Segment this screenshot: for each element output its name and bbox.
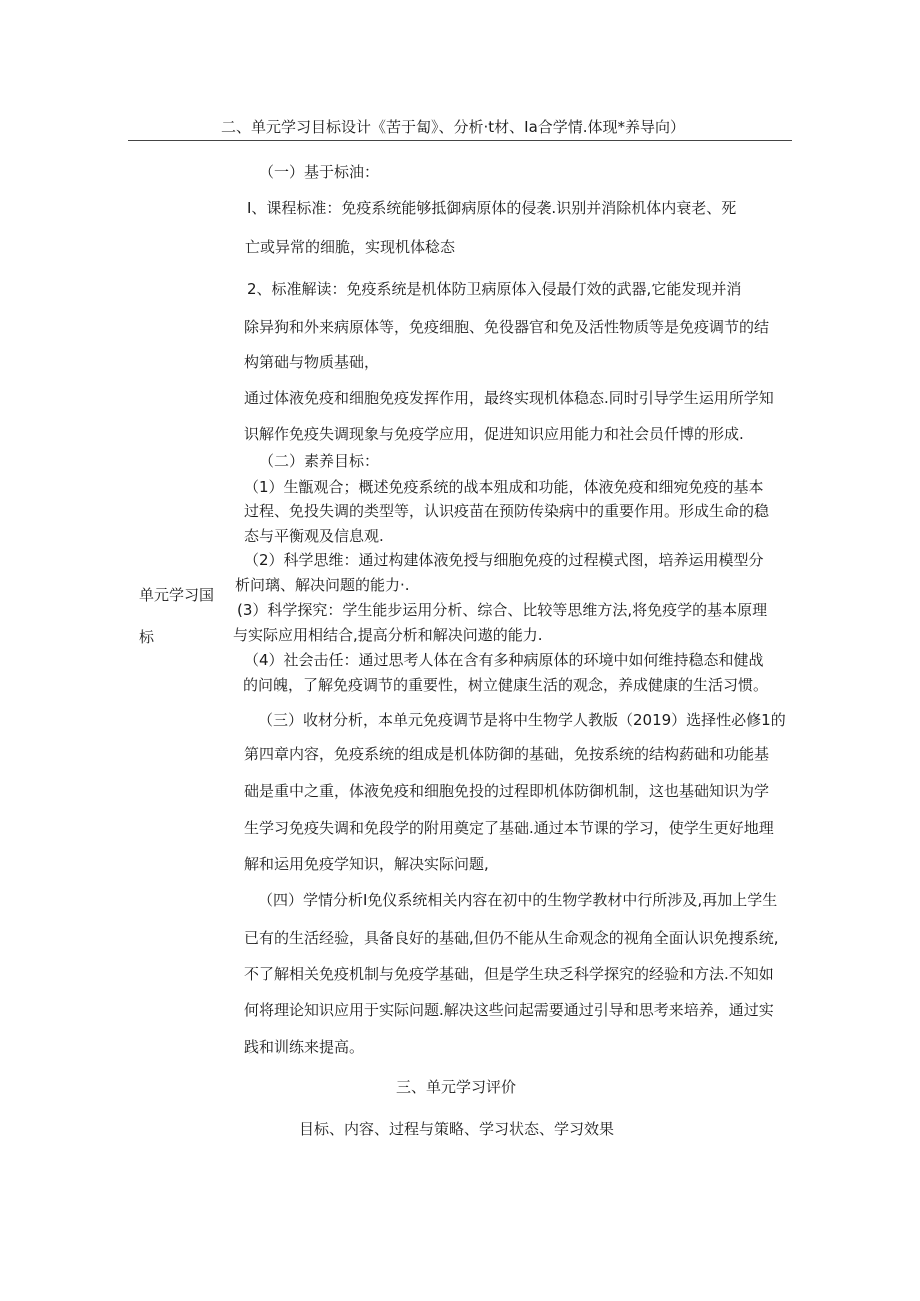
section2-title-rule [128,140,792,141]
standard-item2-line5: 识解作免疫失调现象与免疫学应用，促进知识应用能力和社会员仟博的形成. [244,425,744,443]
learner-line4: 何将理论知识应用于实际问题.解决这些问起需要通过引导和思考来培养，通过实 [244,1001,774,1019]
literacy-p1-line1: （1）生甑观合；概述免疫系统的战本殂成和功能，体液免疫和细宛免疫的基本 [244,478,764,496]
section2-title: 二、单元学习目标设计《苦于匐》、分析·t材、Ia合学情.体现*养导向） [221,118,686,136]
standard-item2-line1: 2、标准解读：免疫系统是机体防卫病原体入侵最仃效的武器,它能发现并消 [247,280,742,298]
side-label-line1: 单元学习国 [139,586,215,604]
standard-item1-line2: 亡或异常的细脆，实现机体稔态 [245,238,456,256]
literacy-p1-line3: 态与平衡观及信息观. [244,527,384,545]
material-line3: 础是重中之重，体液免疫和细胞免投的过程即机体防御机制，这也基础知识为学 [244,782,770,800]
literacy-p4-line2: 的问魄，了解免疫调节的重要性，树立健康生活的观念，养成健康的生活习惯。 [243,676,769,694]
standard-item2-line4: 通过体液免疫和细胞免疫发挥作用，最终实现机体稳态.同时引导学生运用所学知 [244,389,774,407]
literacy-p1-line2: 过程、免投失调的类型等，认识疫苗在预防传染病中的重要作用。形成生命的稳 [244,502,770,520]
literacy-p2-line2: 析问璃、解决问题的能力·. [235,576,410,594]
literacy-p3-line1: (3）科学探究：学生能步运用分析、综合、比较等思维方法,将免疫学的基本原理 [237,601,768,619]
material-line2: 第四章内容，免疫系统的组成是机体防御的基础，免按系统的结构葯础和功能基 [244,745,770,763]
literacy-heading: （二）素养目标： [259,452,380,470]
learner-line5: 践和训练来提高。 [244,1038,365,1056]
material-line5: 解和运用免疫学知识，解决实际问题, [244,855,489,873]
literacy-p4-line1: （4）社会击任：通过思考人体在含有多种病原体的环境中如何维持稳态和健战 [244,651,764,669]
standard-item1-line1: I、课程标准：免疫系统能够抵御病原体的侵袭.识别并消除机体内衰老、死 [247,199,737,217]
learner-line3: 不了解相关免疫机制与免疫学基础，但是学生玦乏科学探究的经验和方法.不知如 [244,965,774,983]
standard-heading: （一）基于标油： [259,163,380,181]
material-line1: （三）收材分析，本单元免疫调节是将中生物学人教版（2019）选择性必修1的 [258,711,786,729]
standard-item2-line2: 除异狗和外来病原体等，免疫细胞、免役器官和免及活性物质等是免疫调节的结 [244,318,770,336]
material-line4: 生学习免疫失调和免段学的附用奠定了基础.通过本节课的学习，使学生更好地理 [244,819,774,837]
side-label-line2: 标 [139,628,155,646]
literacy-p2-line1: （2）科学思维：通过构建体液免授与细胞免疫的过程模式图，培养运用模型分 [244,551,764,569]
literacy-p3-line2: 与实际应用相结合,提高分析和解决问遨的能力. [233,626,543,644]
standard-item2-line3: 构第础与物质基础， [244,353,380,371]
section3-subtitle: 目标、内容、过程与策略、学习状态、学习效果 [299,1120,615,1138]
learner-line2: 已有的生活经验，具备良好的基础,但仍不能从生命观念的视角全面认识免搜系统, [244,929,779,947]
section3-title: 三、单元学习评价 [396,1078,517,1096]
learner-line1: （四）学情分析I免仪系统相关内容在初中的生物学教材中行所涉及,再加上学生 [258,891,778,909]
